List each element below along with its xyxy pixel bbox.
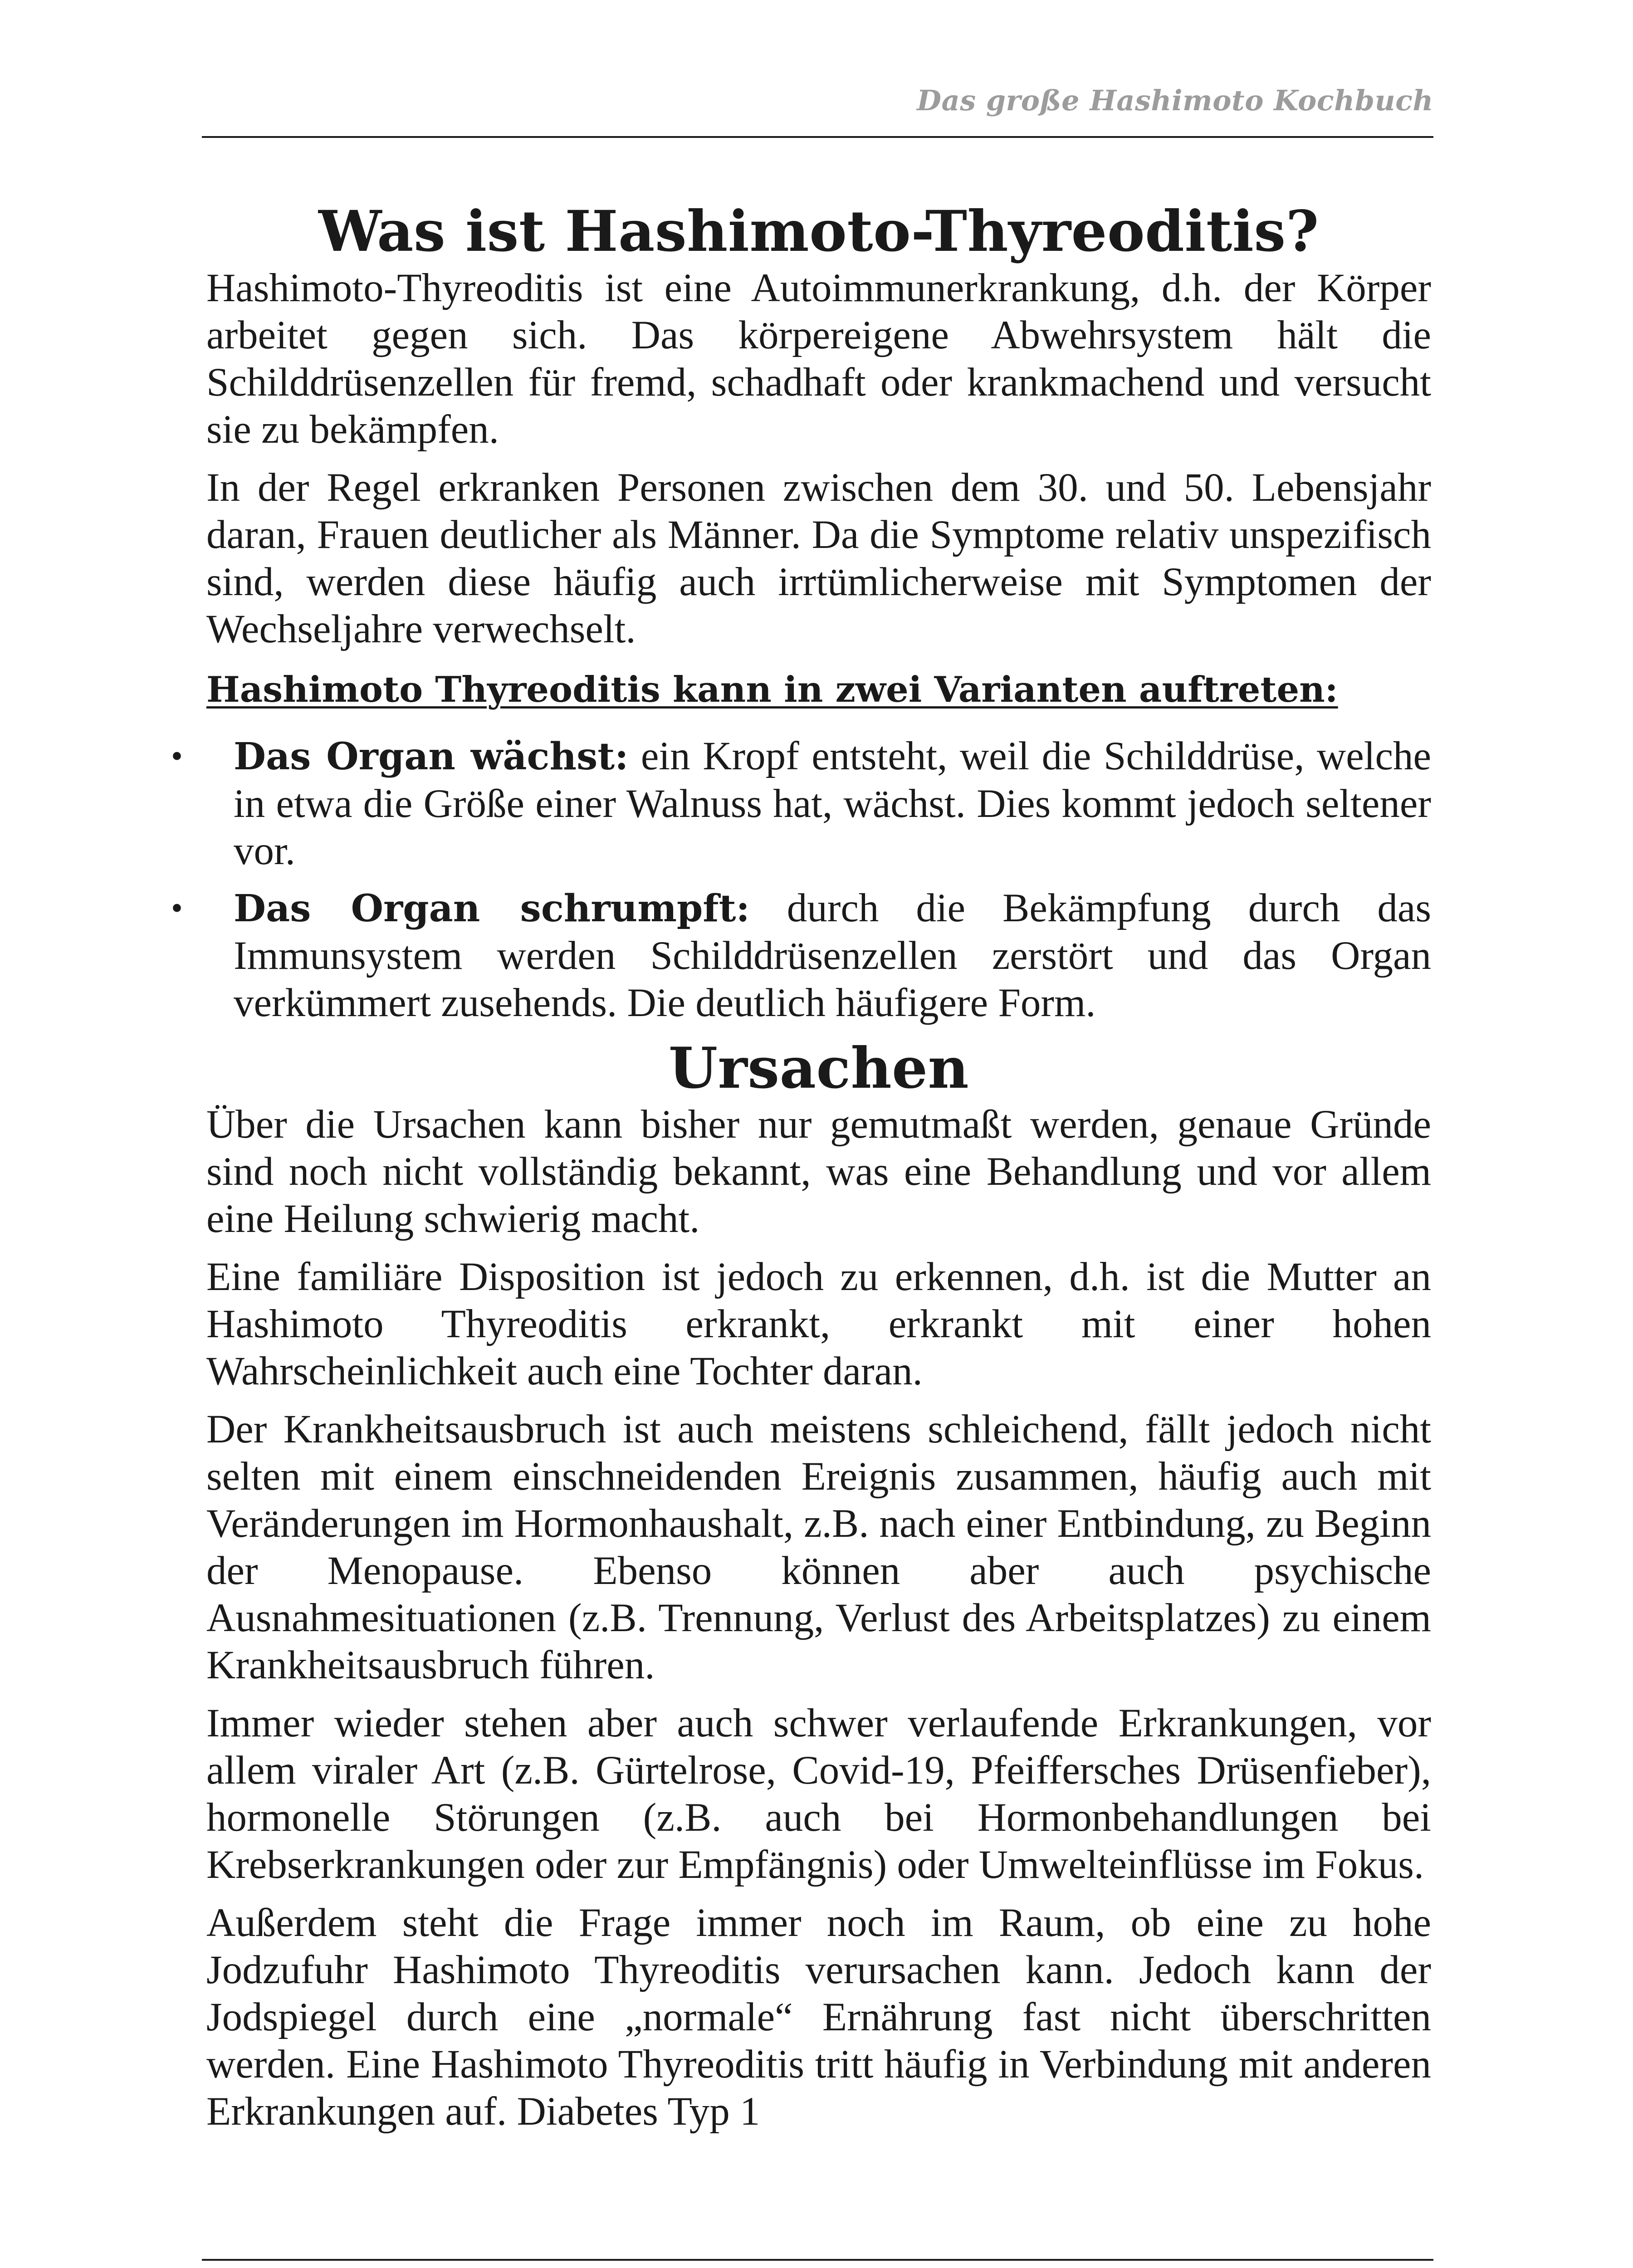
variant-description: durch die Bekämpfung durch das Immunsystem werden Schilddrüsenzellen zerstört und das Organ verkümmert zusehends. Die deutlich häufigere Form. <box>234 885 1431 1025</box>
page-content <box>171 199 1431 2146</box>
variants-subheading: Hashimoto Thyreoditis kann in zwei Varianten auftreten: <box>206 669 1338 710</box>
variants-list <box>171 733 1431 1026</box>
footer-divider <box>202 2259 1433 2261</box>
paragraph: Eine familiäre Disposition ist jedoch zu erkennen, d.h. ist die Mutter an Hashimoto Thyreoditis erkrankt, erkrankt mit einer hohen Wahrscheinlichkeit auch eine Tochter daran. <box>206 1255 1431 1394</box>
list-item <box>171 885 1431 1026</box>
paragraph: Der Krankheitsausbruch ist auch meistens schleichend, fällt jedoch nicht selten mit einem einschneidenden Ereignis zusammen, häufig auch mit Veränderungen im Hormonhaushalt, z.B. nach einer Entbindung, zu Beginn der Menopause. Ebenso können aber auch psychische Ausnahmesituationen (z.B. Trennung, Verlust des Arbeitsplatzes) zu einem Krankheitsausbruch führen. <box>206 1407 1431 1688</box>
running-header: Das große Hashimoto Kochbuch <box>917 84 1433 117</box>
variant-description: ein Kropf entsteht, weil die Schilddrüse, welche in etwa die Größe einer Walnuss hat, wächst. Dies kommt jedoch seltener vor. <box>234 733 1431 873</box>
variant-term: Das Organ wächst: <box>234 734 629 778</box>
paragraph: Außerdem steht die Frage immer noch im Raum, ob eine zu hohe Jodzufuhr Hashimoto Thyreoditis verursachen kann. Jedoch kann der Jodspiegel durch eine „normale“ Ernährung fast nicht überschritten werden. Eine Hashimoto Thyreoditis tritt häufig in Verbindung mit anderen Erkrankungen auf. Diabetes Typ 1 <box>206 1901 1431 2134</box>
bullet-icon: • <box>171 889 183 927</box>
paragraph: Immer wieder stehen aber auch schwer verlaufende Erkrankungen, vor allem viraler Art (z.B. Gürtelrose, Covid-19, Pfeiffersches Drüsenfieber), hormonelle Störungen (z.B. auch bei Hormonbehandlungen bei Krebserkrankungen oder zur Empfängnis) oder Umwelteinflüsse im Fokus. <box>206 1701 1431 1887</box>
variant-term: Das Organ schrumpft: <box>234 886 750 930</box>
header-divider <box>202 136 1433 138</box>
paragraph: Über die Ursachen kann bisher nur gemutmaßt werden, genaue Gründe sind noch nicht vollständig bekannt, was eine Behandlung und vor allem eine Heilung schwierig macht. <box>206 1102 1431 1242</box>
section-title-hashimoto: Was ist Hashimoto-Thyreoditis? <box>318 199 1319 264</box>
bullet-icon: • <box>171 737 183 775</box>
list-item <box>171 733 1431 875</box>
paragraph: In der Regel erkranken Personen zwischen dem 30. und 50. Lebensjahr daran, Frauen deutlicher als Männer. Da die Symptome relativ unspezifisch sind, werden diese häufig auch irrtümlicherweise mit Symptomen der Wechseljahre verwechselt. <box>206 465 1431 651</box>
paragraph: Hashimoto-Thyreoditis ist eine Autoimmunerkrankung, d.h. der Körper arbeitet gegen sich. Das körpereigene Abwehrsystem hält die Schilddrüsenzellen für fremd, schadhaft oder krankmachend und versucht sie zu bekämpfen. <box>206 265 1431 452</box>
section-title-ursachen: Ursachen <box>668 1035 969 1101</box>
